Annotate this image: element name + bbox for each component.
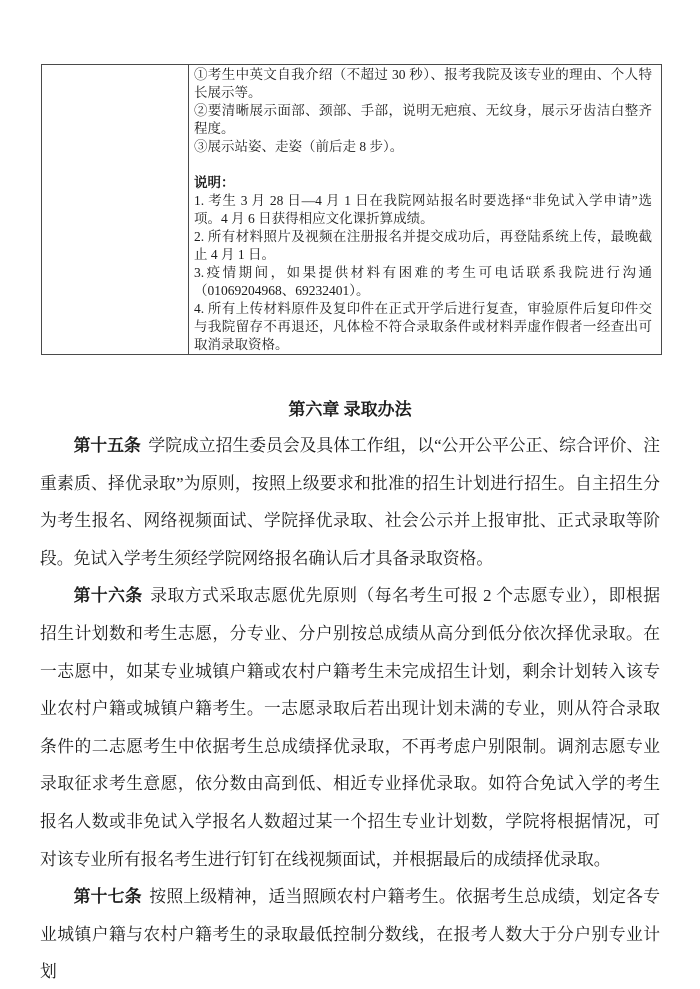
table-cell-content <box>189 65 661 354</box>
article-16-label: 第十六条 <box>73 586 143 606</box>
note-item: 1. 考生 3 月 28 日—4 月 1 日在我院网站报名时要选择“非免试入学申请”选项。4 月 6 日获得相应文化课折算成绩。 <box>194 193 652 226</box>
article-17-text: 按照上级精神，适当照顾农村户籍考生。依据考生总成绩，划定各专业城镇户籍与农村户籍考生的录取最低控制分数线，在报考人数大于分户别专业计划 <box>40 887 660 982</box>
notes-label: 说明： <box>194 175 235 190</box>
article-15-label: 第十五条 <box>73 436 141 455</box>
table-cell-empty <box>42 65 189 354</box>
note-item: 4. 所有上传材料原件及复印件在正式开学后进行复查，审验原件后复印件交与我院留存不再退还，凡体检不符合录取条件或材料弄虚作假者一经查出可取消录取资格。 <box>194 301 652 352</box>
requirement-item: ①考生中英文自我介绍（不超过 30 秒）、报考我院及该专业的理由、个人特长展示等。 <box>194 67 652 100</box>
requirement-item: ③展示站姿、走姿（前后走 8 步）。 <box>194 139 404 154</box>
article-15-text: 学院成立招生委员会及具体工作组，以“公开公平公正、综合评价、注重素质、择优录取”为原则，按照上级要求和批准的招生计划进行招生。自主招生分为考生报名、网络视频面试、学院择优录取、社会公示并上报审批、正式录取等阶段。免试入学考生须经学院网络报名确认后才具备录取资格。 <box>40 436 660 568</box>
chapter-title: 第六章 录取办法 <box>288 400 412 419</box>
note-item: 2. 所有材料照片及视频在注册报名并提交成功后，再登陆系统上传，最晚截止 4 月 1 日。 <box>194 229 652 262</box>
article-17 <box>40 878 660 989</box>
spacer <box>194 156 652 174</box>
chapter-content <box>40 400 660 989</box>
article-16-text: 录取方式采取志愿优先原则（每名考生可报 2 个志愿专业），即根据招生计划数和考生志愿，分专业、分户别按总成绩从高分到低分依次择优录取。在一志愿中，如某专业城镇户籍或农村户籍考生未完成招生计划，剩余计划转入该专业农村户籍或城镇户籍考生。一志愿录取后若出现计划未满的专业，则从符合录取条件的二志愿考生中依据考生总成绩择优录取，不再考虑户别限制。调剂志愿专业录取征求考生意愿，依分数由高到低、相近专业择优录取。如符合免试入学的考生报名人数或非免试入学报名人数超过某一个招生专业计划数，学院将根据情况，可对该专业所有报名考生进行钉钉在线视频面试，并根据最后的成绩择优录取。 <box>40 586 660 869</box>
article-16 <box>40 577 660 878</box>
article-15 <box>40 427 660 577</box>
note-item: 3.疫情期间，如果提供材料有困难的考生可电话联系我院进行沟通（01069204968、69232401）。 <box>194 265 652 298</box>
requirement-item: ②要清晰展示面部、颈部、手部，说明无疤痕、无纹身，展示牙齿洁白整齐程度。 <box>194 103 652 136</box>
article-17-label: 第十七条 <box>73 887 142 907</box>
interview-requirements-table <box>41 64 662 355</box>
